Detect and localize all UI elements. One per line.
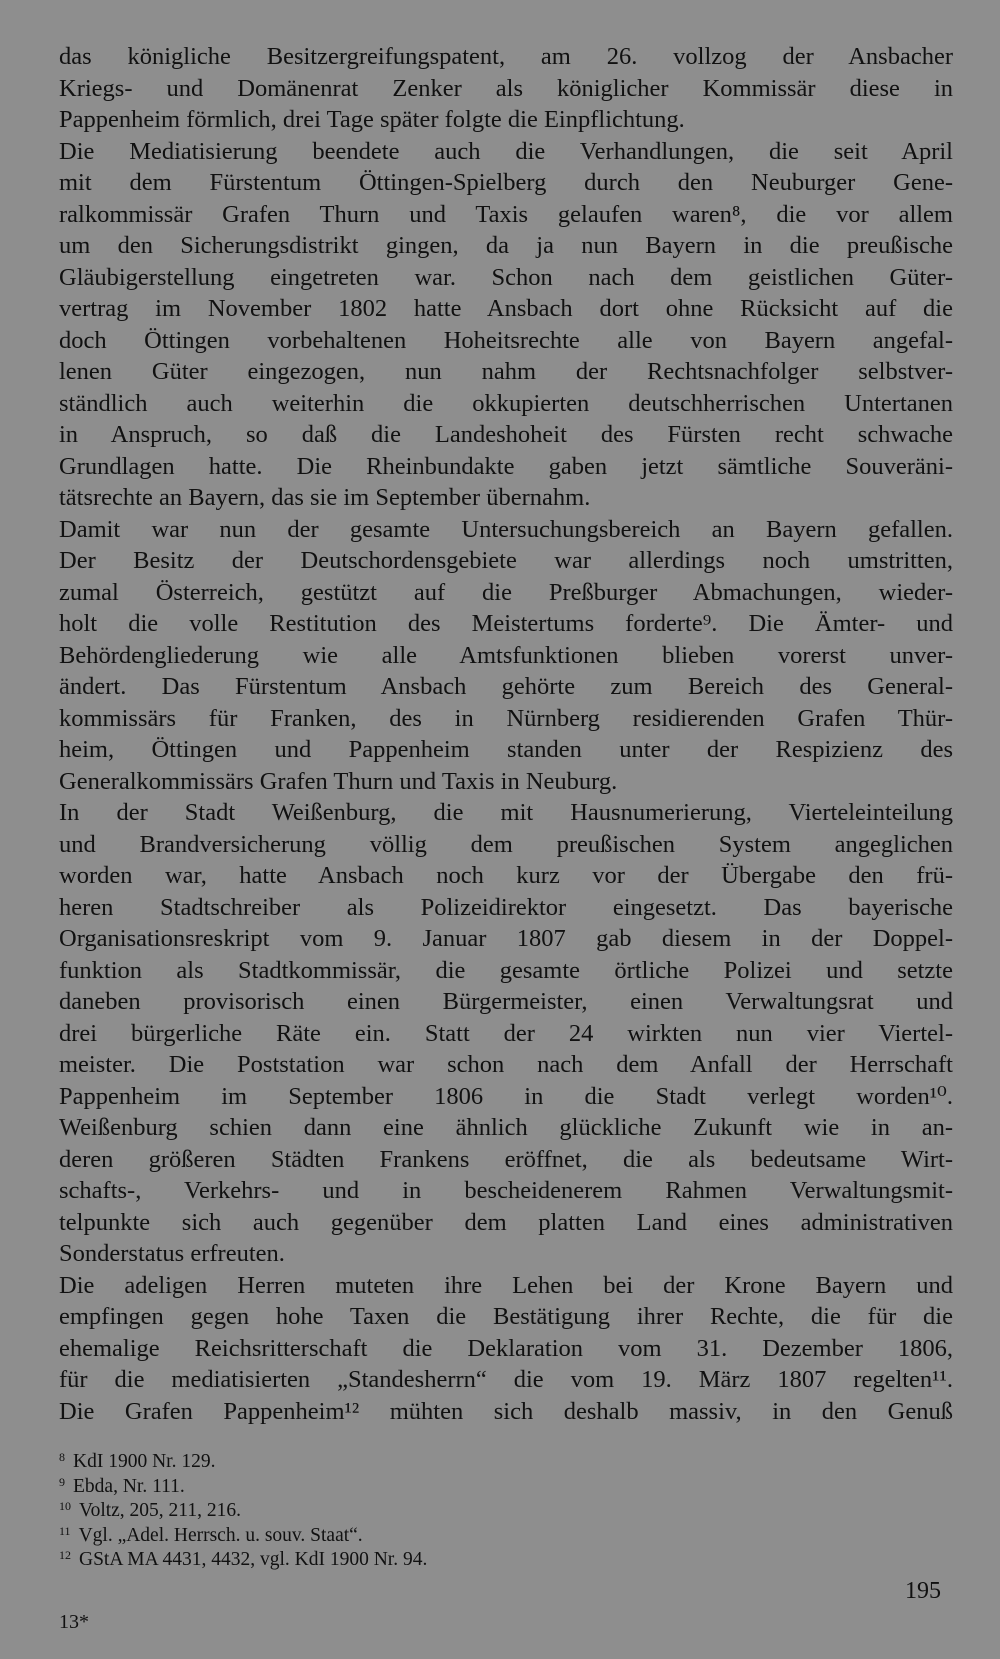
text-line: holt die volle Restitution des Meistertums forderte⁹. Die Ämter- und — [59, 610, 953, 637]
text-line: schafts-, Verkehrs- und in bescheidenerem Rahmen Verwaltungsmit- — [59, 1177, 953, 1204]
text-line: kommissärs für Franken, des in Nürnberg residierenden Grafen Thür- — [59, 704, 953, 732]
footnote — [59, 1543, 953, 1568]
footnote-text: Voltz, 205, 211, 216. — [79, 1500, 241, 1521]
footnote-number: 11 — [59, 1523, 71, 1538]
text-line: heim, Öttingen und Pappenheim standen unter der Respizienz des — [59, 736, 953, 763]
text-line: Die adeligen Herren muteten ihre Lehen bei der Krone Bayern und — [59, 1271, 953, 1299]
footnote-text: KdI 1900 Nr. 129. — [73, 1451, 216, 1472]
footnote-number: 8 — [59, 1450, 65, 1464]
text-line: Pappenheim förmlich, drei Tage später folgte die Einpflichtung. — [59, 106, 685, 133]
main-text — [59, 41, 953, 1427]
text-line: Kriegs- und Domänenrat Zenker als königlicher Kommissär diese in — [59, 74, 953, 102]
text-line: mit dem Fürstentum Öttingen-Spielberg durch den Neuburger Gene- — [59, 169, 953, 196]
text-line: Pappenheim im September 1806 in die Stadt verlegt worden¹⁰. — [59, 1082, 953, 1110]
text-line: Der Besitz der Deutschordensgebiete war allerdings noch umstritten, — [59, 547, 953, 574]
text-line: vertrag im November 1802 hatte Ansbach dort ohne Rücksicht auf die — [59, 295, 953, 322]
footnote — [59, 1445, 953, 1470]
text-line: für die mediatisierten „Standesherrn“ die vom 19. März 1807 regelten¹¹. — [59, 1366, 953, 1393]
text-line: Die Grafen Pappenheim¹² mühten sich deshalb massiv, in den Genuß — [59, 1397, 953, 1425]
text-line: lenen Güter eingezogen, nun nahm der Rechtsnachfolger selbstver- — [59, 358, 953, 385]
text-line: worden war, hatte Ansbach noch kurz vor der Übergabe den frü- — [59, 862, 953, 889]
text-line: ehemalige Reichsritterschaft die Deklaration vom 31. Dezember 1806, — [59, 1334, 953, 1362]
text-line: das königliche Besitzergreifungspatent, am 26. vollzog der Ansbacher — [59, 43, 953, 70]
text-line: Generalkommissärs Grafen Thurn und Taxis in Neuburg. — [59, 767, 618, 795]
text-line: empfingen gegen hohe Taxen die Bestätigung ihrer Rechte, die für die — [59, 1303, 953, 1330]
text-line: Grundlagen hatte. Die Rheinbundakte gaben jetzt sämtliche Souveräni- — [59, 452, 953, 480]
signature-mark: 13* — [59, 1611, 89, 1633]
text-line: heren Stadtschreiber als Polizeidirektor eingesetzt. Das bayerische — [59, 893, 953, 921]
text-line: Gläubigerstellung eingetreten war. Schon nach dem geistlichen Güter- — [59, 263, 953, 291]
footnote-text: GStA MA 4431, 4432, vgl. KdI 1900 Nr. 94. — [79, 1549, 428, 1570]
text-line: In der Stadt Weißenburg, die mit Hausnumerierung, Vierteleinteilung — [59, 799, 953, 826]
text-line: Sonderstatus erfreuten. — [59, 1240, 285, 1267]
text-line: ständlich auch weiterhin die okkupierten deutschherrischen Untertanen — [59, 389, 953, 417]
footnote-number: 12 — [59, 1548, 71, 1562]
text-line: Damit war nun der gesamte Untersuchungsbereich an Bayern gefallen. — [59, 515, 953, 543]
text-line: Weißenburg schien dann eine ähnlich glückliche Zukunft wie in an- — [59, 1114, 953, 1141]
text-line: und Brandversicherung völlig dem preußischen System angeglichen — [59, 830, 953, 858]
text-line: tätsrechte an Bayern, das sie im September übernahm. — [59, 484, 591, 511]
footnote — [59, 1494, 953, 1519]
text-line: ralkommissär Grafen Thurn und Taxis gelaufen waren⁸, die vor allem — [59, 200, 953, 228]
footnote — [59, 1519, 953, 1544]
text-line: funktion als Stadtkommissär, die gesamte örtliche Polizei und setzte — [59, 956, 953, 984]
text-line: ändert. Das Fürstentum Ansbach gehörte zum Bereich des General- — [59, 673, 953, 700]
text-line: meister. Die Poststation war schon nach dem Anfall der Herrschaft — [59, 1051, 953, 1078]
text-line: Behördengliederung wie alle Amtsfunktionen blieben vorerst unver- — [59, 641, 953, 669]
text-line: deren größeren Städten Frankens eröffnet, die als bedeutsame Wirt- — [59, 1145, 953, 1173]
text-line: in Anspruch, so daß die Landeshoheit des Fürsten recht schwache — [59, 421, 953, 448]
text-line: Die Mediatisierung beendete auch die Verhandlungen, die seit April — [59, 137, 953, 165]
footnote-text: Vgl. „Adel. Herrsch. u. souv. Staat“. — [78, 1524, 363, 1546]
text-line: doch Öttingen vorbehaltenen Hoheitsrechte alle von Bayern angefal- — [59, 326, 953, 354]
text-line: daneben provisorisch einen Bürgermeister, einen Verwaltungsrat und — [59, 988, 953, 1015]
footnotes — [59, 1445, 953, 1568]
page-number: 195 — [905, 1578, 941, 1604]
footnote-text: Ebda, Nr. 111. — [73, 1475, 185, 1497]
text-line: telpunkte sich auch gegenüber dem platten Land eines administrativen — [59, 1208, 953, 1236]
footnote-number: 10 — [59, 1499, 71, 1513]
text-line: Organisationsreskript vom 9. Januar 1807 gab diesem in der Doppel- — [59, 925, 953, 952]
footnote — [59, 1470, 953, 1495]
text-line: um den Sicherungsdistrikt gingen, da ja nun Bayern in die preußische — [59, 232, 953, 259]
footnote-number: 9 — [59, 1474, 65, 1489]
text-line: zumal Österreich, gestützt auf die Preßburger Abmachungen, wieder- — [59, 578, 953, 606]
text-line: drei bürgerliche Räte ein. Statt der 24 wirkten nun vier Viertel- — [59, 1019, 953, 1047]
